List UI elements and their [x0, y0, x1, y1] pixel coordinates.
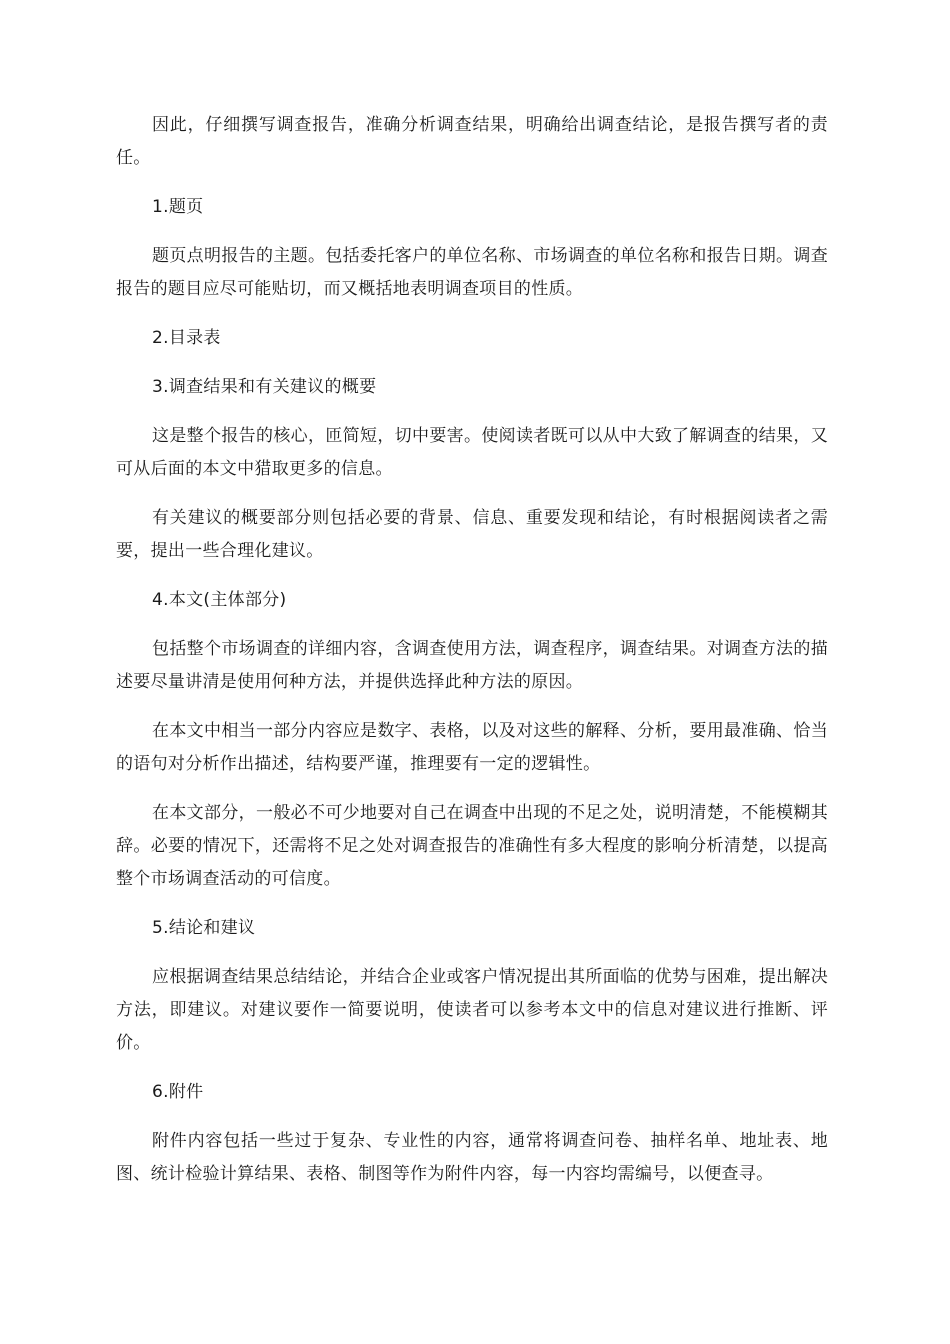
section-heading-contents: 2.目录表: [152, 328, 221, 348]
paragraph-summary-core: 这是整个报告的核心，匝简短，切中要害。使阅读者既可以从中大致了解调查的结果，又可从后面的本文中猎取更多的信息。: [116, 426, 828, 479]
paragraph-title-page: 题页点明报告的主题。包括委托客户的单位名称、市场调查的单位名称和报告日期。调查报告的题目应尽可能贴切，而又概括地表明调查项目的性质。: [116, 246, 828, 299]
paragraph-body-figures: 在本文中相当一部分内容应是数字、表格，以及对这些的解释、分析，要用最准确、恰当的语句对分析作出描述，结构要严谨，推理要有一定的逻辑性。: [116, 721, 828, 774]
paragraph-summary-suggestions: 有关建议的概要部分则包括必要的背景、信息、重要发现和结论，有时根据阅读者之需要，提出一些合理化建议。: [116, 508, 828, 561]
paragraph-body-shortcomings: 在本文部分，一般必不可少地要对自己在调查中出现的不足之处，说明清楚，不能模糊其辞。必要的情况下，还需将不足之处对调查报告的准确性有多大程度的影响分析清楚，以提高整个市场调查活动的可信度。: [116, 803, 828, 889]
section-heading-body: 4.本文(主体部分): [152, 590, 287, 610]
paragraph-appendix: 附件内容包括一些过于复杂、专业性的内容，通常将调查问卷、抽样名单、地址表、地图、统计检验计算结果、表格、制图等作为附件内容，每一内容均需编号，以便查寻。: [116, 1131, 828, 1184]
paragraph-intro: 因此，仔细撰写调查报告，准确分析调查结果，明确给出调查结论，是报告撰写者的责任。: [116, 115, 828, 168]
paragraph-body-content: 包括整个市场调查的详细内容，含调查使用方法，调查程序，调查结果。对调查方法的描述要尽量讲清是使用何种方法，并提供选择此种方法的原因。: [116, 639, 828, 692]
section-heading-summary: 3.调查结果和有关建议的概要: [152, 377, 377, 397]
paragraph-conclusions: 应根据调查结果总结结论，并结合企业或客户情况提出其所面临的优势与困难，提出解决方法，即建议。对建议要作一简要说明，使读者可以参考本文中的信息对建议进行推断、评价。: [116, 967, 828, 1053]
section-heading-appendix: 6.附件: [152, 1082, 204, 1102]
document-page: [116, 109, 828, 1191]
section-heading-conclusions: 5.结论和建议: [152, 918, 256, 938]
section-heading-title-page: 1.题页: [152, 197, 204, 217]
